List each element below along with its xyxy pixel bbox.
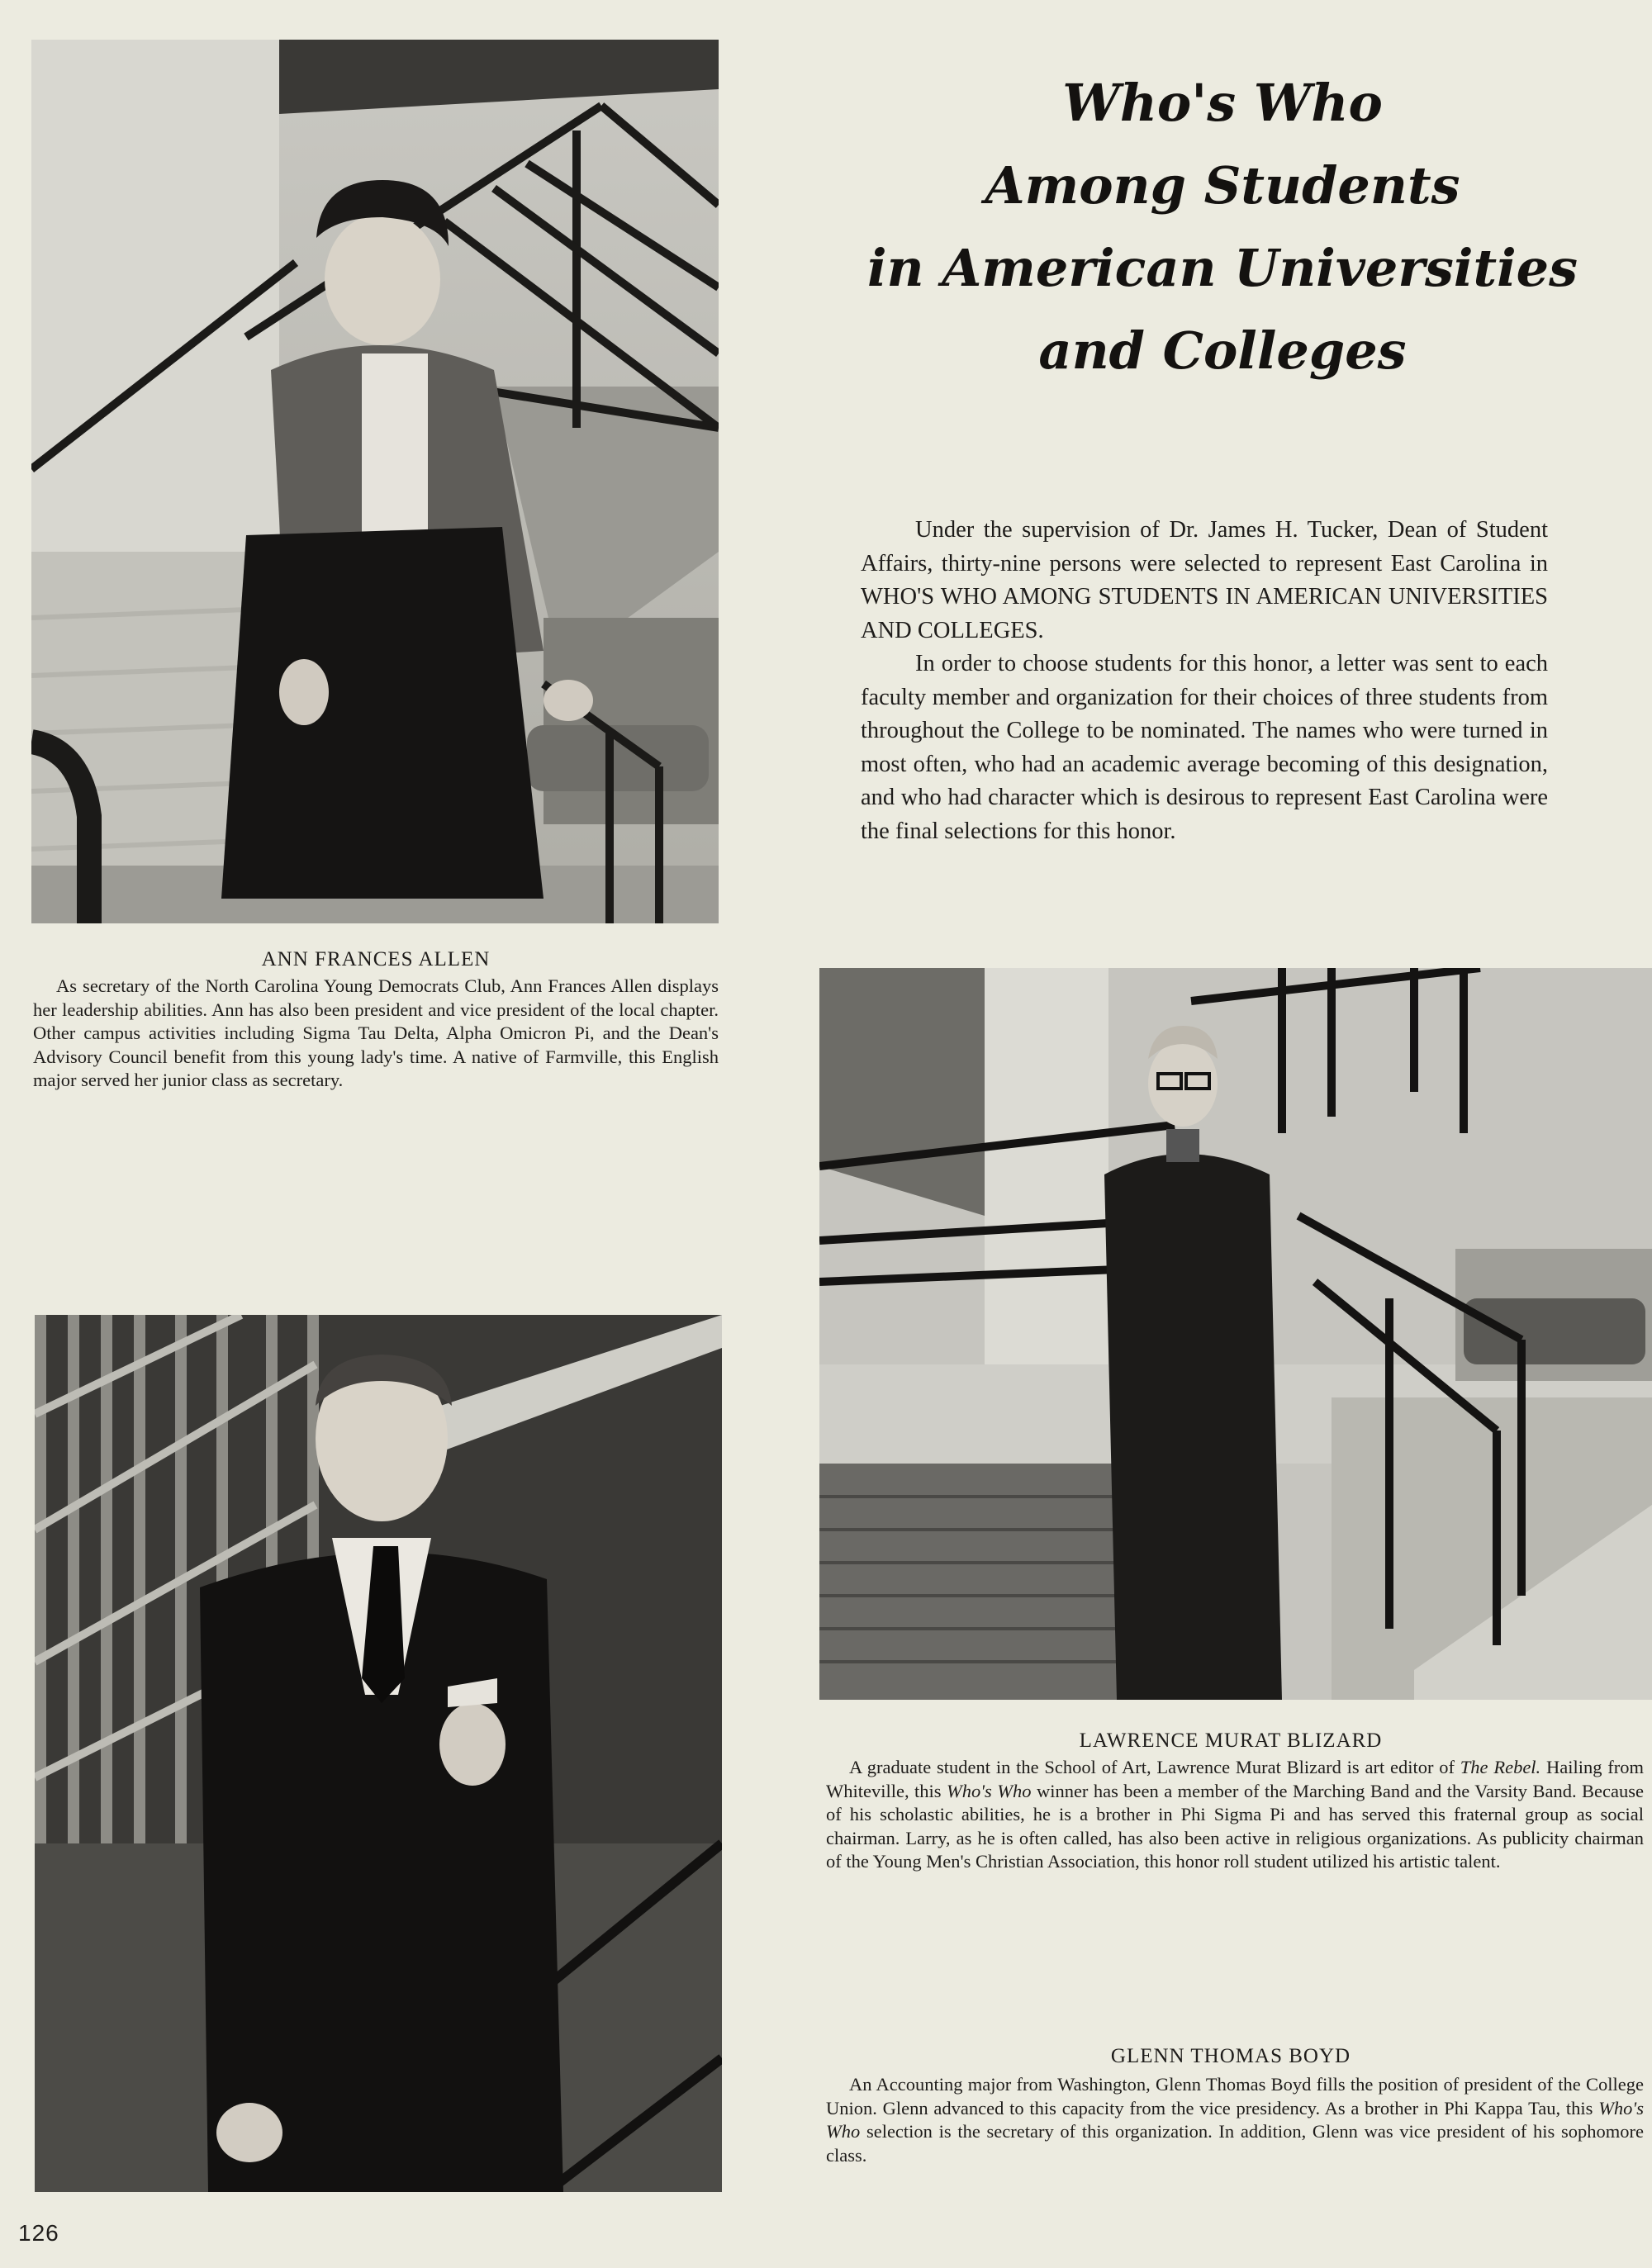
- headline-line-2: Among Students: [985, 155, 1460, 216]
- photo-lawrence-murat-blizard: [819, 968, 1652, 1700]
- boyd-text-1: An Accounting major from Washington, Glenn Thomas Boyd fills the position of president of the College Union. Glenn advanced to this capacity from the vice presidency. As a brother in Phi Kappa Tau, this: [826, 2074, 1644, 2119]
- blizard-text-italic-2: Who's Who: [947, 1780, 1032, 1801]
- blizard-text-3: winner has been a member of the Marching Band and the Varsity Band. Because of his scholastic abilities, he is a brother in Phi Sigma Pi and has served this fraternal group as social chairman. Larry, as he is often called, has also been active in religious organizations. As publicity chairman of the Young Men's Christian Association, this honor roll student utilized his artistic talent.: [826, 1780, 1644, 1872]
- page-headline: [826, 62, 1619, 392]
- blizard-text-italic-1: The Rebel.: [1460, 1757, 1541, 1777]
- headline-line-1: Who's Who: [1062, 73, 1383, 133]
- caption-name-blizard: LAWRENCE MURAT BLIZARD: [1079, 1729, 1383, 1752]
- blizard-text-1: A graduate student in the School of Art, Lawrence Murat Blizard is art editor of: [849, 1757, 1460, 1777]
- headline-line-4: and Colleges: [1038, 320, 1407, 381]
- boyd-text-italic-1: Who's Who: [826, 2097, 1644, 2142]
- intro-paragraph-1: Under the supervision of Dr. James H. Tucker, Dean of Student Affairs, thirty-nine persons were selected to represent East Carolina in WHO'S WHO AMONG STUDENTS IN AMERICAN UNIVERSITIES AND COLLEGES.: [861, 517, 1548, 643]
- intro-text: [861, 514, 1548, 848]
- caption-text-boyd: [826, 2073, 1644, 2167]
- caption-name-allen: ANN FRANCES ALLEN: [261, 948, 491, 970]
- page-number: 126: [18, 2220, 59, 2246]
- boyd-text-2: selection is the secretary of this organization. In addition, Glenn was vice president of his sophomore class.: [826, 2121, 1644, 2166]
- blizard-text-2: Hailing from Whiteville, this: [826, 1757, 1644, 1801]
- photo-boyd-illustration: [35, 1315, 722, 2192]
- photo-glenn-thomas-boyd: [35, 1315, 722, 2192]
- photo-ann-frances-allen: [31, 40, 719, 923]
- caption-text-blizard: [826, 1756, 1644, 1874]
- headline-line-3: in American Universities: [866, 238, 1578, 298]
- photo-allen-illustration: [31, 40, 719, 923]
- intro-paragraph-2: In order to choose students for this honor, a letter was sent to each faculty member and organization for their choices of three students from throughout the College to be nominated. The names who were turned in most often, who had an academic average becoming of this designation, and who had character which is desirous to represent East Carolina were the final selections for this honor.: [861, 651, 1548, 844]
- photo-blizard-illustration: [819, 968, 1652, 1700]
- caption-name-boyd: GLENN THOMAS BOYD: [1110, 2045, 1351, 2067]
- caption-text-allen: As secretary of the North Carolina Young Democrats Club, Ann Frances Allen displays her leadership abilities. Ann has also been president and vice president of the local chapter. Other campus activities including Sigma Tau Delta, Alpha Omicron Pi, and the Dean's Advisory Council benefit from this young lady's time. A native of Farmville, this English major served her junior class as secretary.: [33, 975, 719, 1090]
